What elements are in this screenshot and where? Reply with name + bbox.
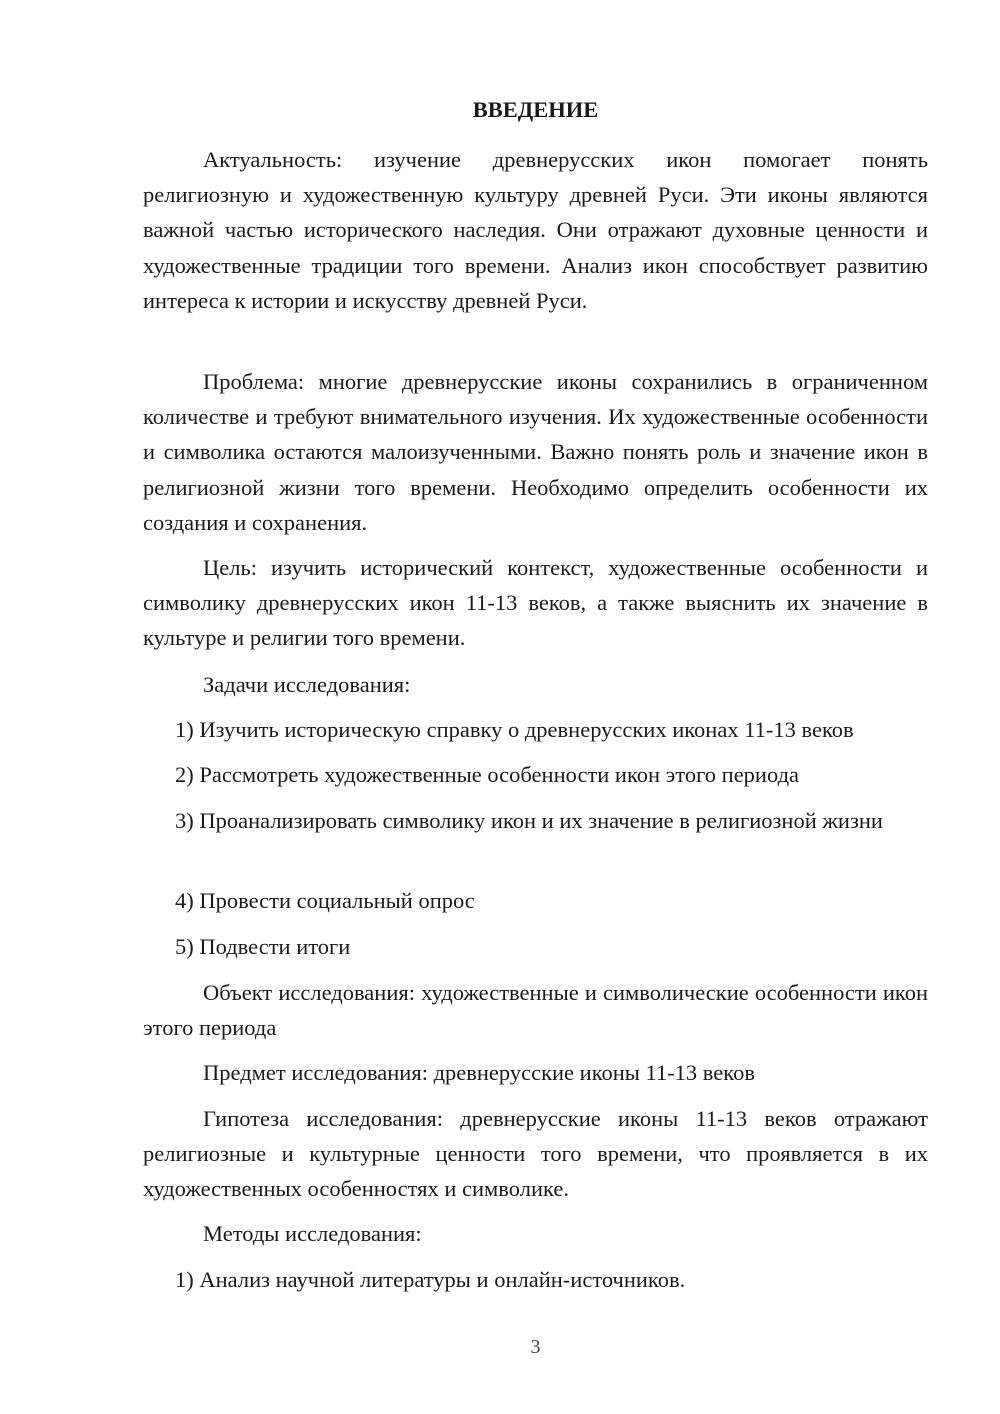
object-paragraph: Объект исследования: художественные и символические особенности икон этого периода xyxy=(143,980,928,1041)
subject-paragraph: Предмет исследования: древнерусские иконы 11-13 веков xyxy=(203,1060,755,1085)
hypothesis-paragraph: Гипотеза исследования: древнерусские иконы 11-13 веков отражают религиозные и культурные ценности того времени, что проявляется в их художественных особенностях и символике. xyxy=(143,1106,928,1202)
problem-paragraph: Проблема: многие древнерусские иконы сохранились в ограниченном количестве и требуют внимательного изучения. Их художественные особенности и символика остаются малоизученными. Важно понять роль и значение икон в религиозной жизни того времени. Необходимо определить особенности их создания и сохранения. xyxy=(143,369,928,535)
methods-title: Методы исследования: xyxy=(203,1221,422,1246)
task-item-3: 3) Проанализировать символику икон и их значение в религиозной жизни xyxy=(175,808,883,833)
goal-paragraph: Цель: изучить исторический контекст, художественные особенности и символику древнерусских икон 11-13 веков, а также выяснить их значение в культуре и религии того времени. xyxy=(143,555,928,651)
section-heading: ВВЕДЕНИЕ xyxy=(472,97,599,122)
tasks-title: Задачи исследования: xyxy=(203,672,411,697)
task-item-2: 2) Рассмотреть художественные особенности икон этого периода xyxy=(175,762,800,787)
method-item-1: 1) Анализ научной литературы и онлайн-источников. xyxy=(175,1267,686,1292)
task-item-5: 5) Подвести итоги xyxy=(175,934,351,959)
task-item-1: 1) Изучить историческую справку о древнерусских иконах 11-13 веков xyxy=(175,717,854,742)
task-item-4: 4) Провести социальный опрос xyxy=(175,888,475,913)
page-number: 3 xyxy=(530,1336,541,1358)
relevance-paragraph: Актуальность: изучение древнерусских икон помогает понять религиозную и художественную культуру древней Руси. Эти иконы являются важной частью исторического наследия. Они отражают духовные ценности и художественные традиции того времени. Анализ икон способствует развитию интереса к истории и искусству древней Руси. xyxy=(143,147,928,313)
